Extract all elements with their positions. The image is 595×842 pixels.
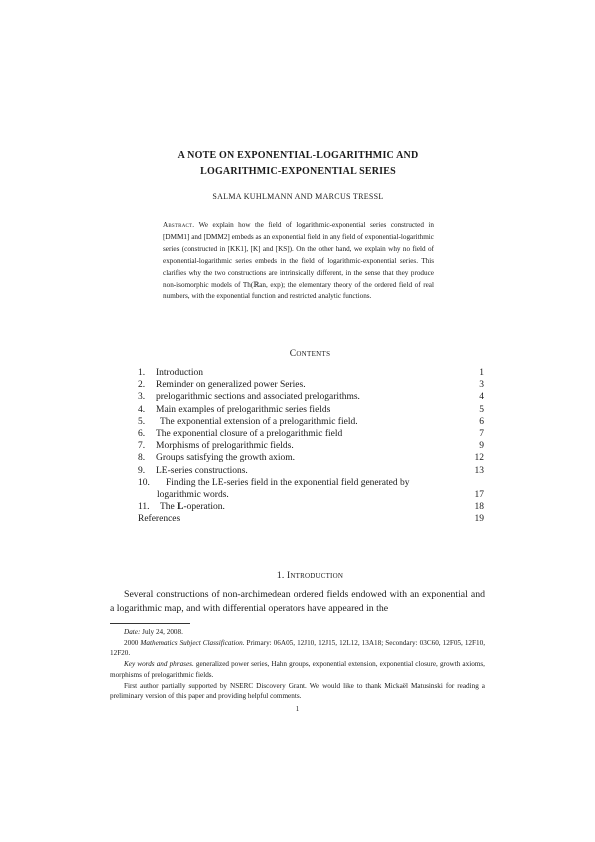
toc-entry-title-line-1: Finding the LE-series field in the exponential field generated by — [166, 477, 410, 488]
toc-entry-number: 5. — [138, 416, 146, 427]
toc-entry-number: 10. — [138, 477, 150, 488]
toc-entry[interactable] — [138, 465, 484, 477]
footnote-msc — [110, 638, 485, 659]
page-number: 1 — [295, 705, 300, 713]
title-line-1: A NOTE ON EXPONENTIAL-LOGARITHMIC AND — [177, 150, 419, 161]
footnotes — [110, 627, 485, 702]
toc-entry-title — [160, 501, 460, 513]
toc-entry[interactable] — [138, 477, 484, 501]
toc-entry-page: 4 — [479, 392, 484, 403]
footnote-keywords-label: Key words and phrases. — [124, 660, 194, 669]
footnote-keywords-text: generalized power series, Hahn groups, exponential extension, exponential closure, growth axioms, morphisms of prelogarithmic fields. — [110, 660, 485, 679]
toc-entry-title: Groups satisfying the growth axiom. — [156, 453, 296, 464]
toc-entry[interactable] — [138, 416, 484, 428]
footnote-acknowledgement: First author partially supported by NSERC Discovery Grant. We would like to thank Mickaël Matusinski for reading a preliminary version of this paper and providing helpful comments. — [110, 681, 485, 701]
abstract-label: Abstract. — [163, 221, 195, 229]
toc-entry-page: 7 — [479, 428, 484, 439]
toc-entry-number: 11. — [138, 502, 150, 513]
toc-entry-title: The exponential extension of a prelogarithmic field. — [160, 416, 358, 427]
section-number: 1. — [276, 571, 285, 581]
toc-entry-page: 6 — [479, 416, 484, 427]
toc-entry[interactable] — [138, 501, 484, 513]
toc-entry-page: 9 — [479, 441, 484, 452]
toc-title-part: -operation. — [183, 502, 225, 513]
footnote-keywords — [110, 659, 485, 680]
toc-entry-title-line-2: logarithmic words. — [157, 489, 229, 500]
footnote-msc-label: Mathematics Subject Classification. — [140, 638, 245, 647]
paper-title — [138, 148, 458, 180]
toc-entry-title: References — [138, 514, 181, 525]
toc-entry-number: 9. — [138, 465, 146, 476]
toc-title-part: The — [160, 502, 178, 513]
toc-entry-title: Main examples of prelogarithmic series fields — [156, 404, 331, 415]
toc-entry-page: 1 — [479, 368, 484, 378]
toc-entry-page: 5 — [479, 404, 484, 415]
toc-entry-number: 1. — [138, 368, 146, 378]
toc-entry-page: 18 — [474, 502, 484, 513]
toc-entry-title: Morphisms of prelogarithmic fields. — [156, 441, 294, 452]
toc-entry[interactable] — [138, 404, 484, 416]
toc-entry-number: 3. — [138, 392, 146, 403]
footnote-msc-prefix: 2000 — [124, 638, 139, 647]
toc-entry-title: prelogarithmic sections and associated prelogarithms. — [156, 392, 360, 403]
toc-entry[interactable] — [138, 513, 484, 525]
toc-entry-title: LE-series constructions. — [156, 465, 248, 476]
toc-entry[interactable] — [138, 379, 484, 391]
title-line-2: LOGARITHMIC-EXPONENTIAL SERIES — [200, 166, 396, 177]
toc-entry-number: 6. — [138, 428, 146, 439]
section-heading — [138, 571, 482, 581]
abstract — [163, 220, 434, 303]
toc-entry-page: 3 — [479, 380, 484, 391]
toc-entry-title: Introduction — [156, 368, 203, 378]
toc-entry[interactable] — [138, 452, 484, 464]
footnote-date-label: Date: — [124, 628, 141, 636]
toc-title-bold-part: L — [177, 502, 184, 513]
toc-entry-title: The exponential closure of a prelogarithmic field — [156, 428, 343, 439]
table-of-contents — [138, 367, 484, 525]
intro-paragraph: Several constructions of non-archimedean ordered fields endowed with an exponential and a logarithmic map, and with differential operators have appeared in the — [110, 589, 485, 614]
toc-entry[interactable] — [138, 367, 484, 379]
authors: SALMA KUHLMANN AND MARCUS TRESSL — [212, 192, 384, 201]
toc-entry[interactable] — [138, 440, 484, 452]
footnote-msc-text: Primary: 06A05, 12J10, 12J15, 12L12, 13A18; Secondary: 03C60, 12F05, 12F10, 12F20. — [110, 638, 486, 658]
toc-entry-title — [157, 477, 456, 501]
footnote-date — [110, 627, 485, 638]
section-title: Introduction — [286, 571, 344, 581]
contents-heading: Contents — [289, 349, 331, 359]
abstract-text: We explain how the field of logarithmic-exponential series constructed in [DMM1] and [DMM2] embeds as an exponential field in any field of exponential-logarithmic series (constructed in [KK1], [K] and [KS]). On the other hand, we explain why no field of exponential-logarithmic series embeds in the field of logarithmic-exponential series. This clarifies why the two constructions are intrinsically different, in the sense that they produce non-isomorphic models of Th(ℝan, exp); the elementary theory of the ordered field of real numbers, with the exponential function and restricted analytic functions. — [163, 221, 435, 301]
toc-entry-page: 13 — [474, 465, 484, 476]
footnote-date-value: July 24, 2008. — [142, 628, 183, 636]
toc-entry-page: 12 — [474, 453, 484, 464]
footnote-rule — [110, 623, 190, 624]
toc-entry[interactable] — [138, 428, 484, 440]
toc-entry-number: 2. — [138, 380, 146, 391]
toc-entry-page: 19 — [474, 514, 484, 525]
toc-entry-number: 8. — [138, 453, 146, 464]
toc-entry-title: Reminder on generalized power Series. — [156, 380, 306, 391]
toc-entry-number: 7. — [138, 441, 146, 452]
toc-entry[interactable] — [138, 391, 484, 403]
toc-entry-number: 4. — [138, 404, 146, 415]
toc-entry-page: 17 — [474, 489, 484, 500]
